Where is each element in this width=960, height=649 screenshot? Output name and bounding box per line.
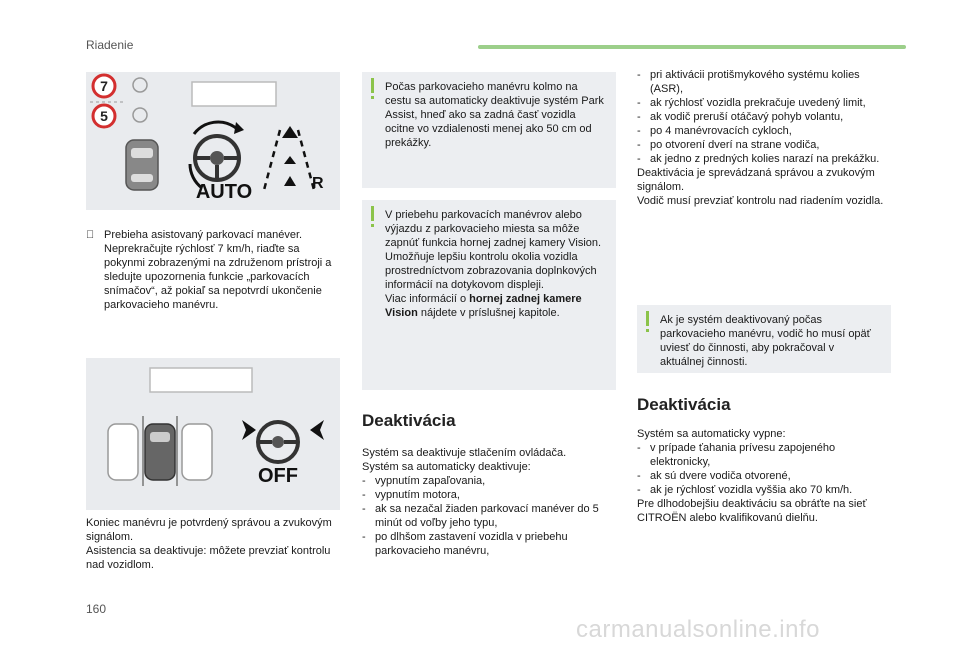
reverse-path-icon [264, 126, 314, 190]
section-heading-deactivation: Deaktivácia [362, 411, 456, 430]
watermark: carmanualsonline.info [576, 616, 820, 643]
assist-deactivated: Asistencia sa deaktivuje: môžete prevziať kontrolu nad vozidlom. [86, 545, 331, 571]
info-note-reactivate [637, 305, 891, 373]
page-number: 160 [86, 602, 107, 616]
sign-7-number: 7 [100, 78, 108, 94]
end-confirmation: Koniec manévru je potvrdený správou a zvukovým signálom. [86, 517, 332, 543]
section-label: Riadenie [86, 38, 134, 52]
illustration-park-assist-off [86, 358, 340, 510]
sign-5-icon [93, 105, 115, 127]
note-text: V priebehu parkovacích manévrov alebo výjazdu z parkovacieho miesta sa môže zapnúť funkcia hornej zadnej kamery Vision. Umožňuje lepšiu kontrolu okolia vozidla prostredníctvom zobrazovania doplnkových informácií na dotykovom displeji. [385, 209, 602, 291]
auto-off-text [637, 427, 891, 525]
sign-5-number: 5 [100, 108, 108, 124]
note-more-info: Viac informácií o hornej zadnej kamere Vision nájdete v príslušnej kapitole. [385, 293, 582, 319]
deactivation-text [362, 446, 616, 558]
list-item: - v prípade ťahania prívesu zapojeného elektronicky, [637, 441, 891, 469]
auto-off-intro: Systém sa automaticky vypne: [637, 428, 786, 440]
info-note-perpendicular [362, 72, 616, 188]
info-icon [646, 311, 649, 326]
deactivation-message: Deaktivácia je sprevádzaná správou a zvukovým signálom. [637, 167, 875, 193]
section-heading-deactivation-2: Deaktivácia [637, 395, 731, 414]
info-note-vision-camera [362, 200, 616, 390]
driver-takeover: Vodič musí prevziať kontrolu nad riadením vozidla. [637, 195, 884, 207]
section-header-bar [478, 45, 906, 49]
maneuver-instruction: Prebieha asistovaný parkovací manéver. Neprekračujte rýchlosť 7 km/h, riaďte sa pokynmi zobrazenými na združenom prístroji a sledujte upozornenia funkcie „parkovacích snímačov“, až pokiaľ sa nepotvrdí ukončenie parkovacieho manévru. [104, 229, 332, 311]
off-mode-label: OFF [258, 465, 298, 487]
manual-deactivation: Systém sa deaktivuje stlačením ovládača. [362, 447, 567, 459]
steering-wheel-release-icon [242, 420, 324, 462]
list-item: - vypnutím zapaľovania, [362, 474, 616, 488]
note-text: Počas parkovacieho manévru kolmo na cestu sa automaticky deaktivuje systém Park Assist, hneď ako sa zadná časť vozidla ocitne vo vzdialenosti menej ako 50 cm od prekážky. [385, 81, 604, 149]
steering-wheel-small-icon [133, 78, 147, 122]
illustration-park-assist-active [86, 72, 340, 210]
auto-deactivation-intro: Systém sa automaticky deaktivuje: [362, 461, 531, 473]
list-item: - pri aktivácii protišmykového systému kolies (ASR), [637, 68, 891, 96]
auto-mode-label: AUTO [195, 181, 253, 203]
deactivation-conditions [637, 68, 891, 208]
cluster-display [192, 82, 276, 106]
list-item: - ak rýchlosť vozidla prekračuje uvedený limit, [637, 96, 891, 110]
sign-7-icon [93, 75, 115, 97]
cluster-display [150, 368, 252, 392]
camera-reference: hornej zadnej kamere Vision [385, 293, 582, 319]
reverse-label: R [312, 175, 324, 192]
steering-wheel-rotation-icon [190, 122, 244, 188]
list-item: - ak vodič preruší otáčavý pohyb volantu, [637, 110, 891, 124]
pointer-bullet-icon [86, 228, 94, 242]
parked-cars-icon [108, 416, 212, 486]
list-item: - ak je rýchlosť vozidla vyššia ako 70 km/h. [637, 483, 891, 497]
list-item: - po otvorení dverí na strane vodiča, [637, 138, 891, 152]
maneuver-in-progress-text [86, 228, 340, 312]
maneuver-end-text [86, 516, 340, 572]
note-text: Ak je systém deaktivovaný počas parkovacieho manévru, vodič ho musí opäť uviesť do činnosti, aby pokračoval v aktuálnej činnosti. [660, 314, 871, 368]
list-item: - po dlhšom zastavení vozidla v priebehu parkovacieho manévru, [362, 530, 616, 558]
list-item: - ak jedno z predných kolies narazí na prekážku. [637, 152, 891, 166]
info-icon [371, 78, 374, 93]
list-item: - vypnutím motora, [362, 488, 616, 502]
list-item: - ak sú dvere vodiča otvorené, [637, 469, 891, 483]
list-item: - ak sa nezačal žiaden parkovací manéver do 5 minút od voľby jeho typu, [362, 502, 616, 530]
list-item: - po 4 manévrovacích cykloch, [637, 124, 891, 138]
dealer-advice: Pre dlhodobejšiu deaktiváciu sa obráťte na sieť CITROËN alebo kvalifikovanú dielňu. [637, 498, 867, 524]
car-top-view-icon [126, 140, 158, 190]
info-icon [371, 206, 374, 221]
